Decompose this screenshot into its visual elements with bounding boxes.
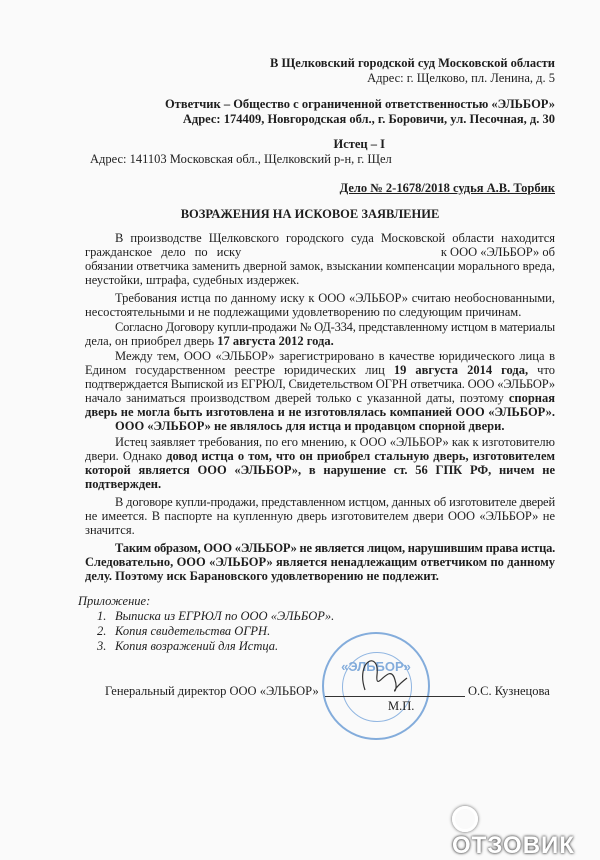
body-line <box>85 377 555 391</box>
body-text-bold: 19 августа 2014 года, <box>393 363 529 377</box>
body-text-bold: Таким образом, ООО «ЭЛЬБОР» не является лицом, нарушившим права истца. <box>115 541 555 555</box>
body-text-bold: которой является ООО «ЭЛЬБОР», в нарушение ст. 56 ГПК РФ, ничем не <box>85 463 555 477</box>
body-text: Истец заявляет требования, по его мнению, к ООО «ЭЛЬБОР» как к изготовителю <box>115 435 555 449</box>
body-line <box>85 391 555 405</box>
body-text-bold: Следовательно, ООО «ЭЛЬБОР» является ненадлежащим ответчиком по данному <box>85 555 555 569</box>
body-line <box>85 555 555 569</box>
watermark-logo-icon <box>452 806 478 832</box>
watermark <box>452 804 600 860</box>
plaintiff-address: Адрес: 141103 Московская обл., Щелковский р-н, г. Щел <box>90 152 392 166</box>
body-text: к ООО «ЭЛЬБОР» об <box>440 245 555 259</box>
signatory-position: Генеральный директор ООО «ЭЛЬБОР» <box>105 684 319 698</box>
body-text: значится. <box>85 523 135 537</box>
body-text-bold: ООО «ЭЛЬБОР» не являлось для истца и продавцом спорной двери. <box>115 419 505 433</box>
seal-mark: М.П. <box>388 699 415 713</box>
body-text: Едином государственном реестре юридических лиц <box>85 363 394 377</box>
body-line <box>85 273 299 287</box>
body-text: В договоре купли-продажи, представленном истцом, данных об изготовителе дверей <box>115 495 555 509</box>
attachment-number: 1. <box>97 609 107 623</box>
body-text: гражданское дело по иску <box>85 245 242 259</box>
body-text: обязании ответчика заменить дверной замок, взыскании компенсации морального вреда, <box>85 259 555 273</box>
attachment-item: Копия возражений для Истца. <box>115 639 279 653</box>
body-line <box>85 405 555 419</box>
signature-line <box>325 696 465 697</box>
body-text: Согласно Договору купли-продажи № ОД-334, представленному истцом в материалы <box>115 320 555 334</box>
body-line <box>85 334 334 348</box>
body-line <box>115 495 555 509</box>
signatory-name: О.С. Кузнецова <box>468 684 550 698</box>
body-text-bold: делу. Поэтому иск Барановского удовлетворению не подлежит. <box>85 569 439 583</box>
body-text-bold: спорная <box>508 391 555 405</box>
body-text: подтверждается Выпиской из ЕГРЮЛ, Свидетельством ОГРН ответчика. ООО «ЭЛЬБОР» <box>85 377 555 391</box>
body-line <box>85 509 555 523</box>
stamp-text: «ЭЛЬБОР» <box>341 659 411 674</box>
body-line <box>85 477 161 491</box>
case-number: Дело № 2-1678/2018 судья А.В. Торбик <box>339 181 555 195</box>
attachment-number: 3. <box>97 639 107 653</box>
body-line <box>115 349 555 363</box>
body-text: В производстве Щелковского городского суда Московской области находится <box>115 231 555 245</box>
body-text: несостоятельными и не подлежащими удовлетворению по следующим причинам. <box>85 305 522 319</box>
body-text-bold: дверь не могла быть изготовлена и не изготовлялась компанией ООО «ЭЛЬБОР». <box>85 405 555 419</box>
defendant-address: Адрес: 174409, Новгородская обл., г. Боровичи, ул. Песочная, д. 30 <box>182 112 555 126</box>
body-text-bold: подтвержден. <box>85 477 162 491</box>
attachments-heading: Приложение: <box>78 594 151 608</box>
body-line <box>115 291 555 305</box>
body-text: не имеется. В паспорте на купленную дверь изготовителем двери ООО «ЭЛЬБОР» не <box>85 509 555 523</box>
attachment-item: Выписка из ЕГРЮЛ по ООО «ЭЛЬБОР». <box>115 609 335 623</box>
body-line <box>85 463 555 477</box>
body-line <box>115 435 555 449</box>
body-line <box>85 305 521 319</box>
court-name: В Щелковский городской суд Московской области <box>270 56 555 70</box>
court-address: Адрес: г. Щелково, пл. Ленина, д. 5 <box>367 71 555 85</box>
attachment-number: 2. <box>97 624 107 638</box>
body-text: начало заниматься производством дверей только с указанной даты, поэтому <box>85 391 509 405</box>
body-line <box>85 363 555 377</box>
signature-scribble <box>345 650 415 700</box>
body-text: неустойки, штрафа, судебных издержек. <box>85 273 300 287</box>
body-line <box>115 419 504 433</box>
body-line <box>85 449 555 463</box>
body-line <box>115 320 555 334</box>
body-line <box>85 523 135 537</box>
body-text: двери. Однако <box>85 449 167 463</box>
body-text: что <box>528 363 555 377</box>
body-line <box>85 569 439 583</box>
body-text: дела, он приобрел дверь <box>85 334 218 348</box>
body-text: Требования истца по данному иску к ООО «ЭЛЬБОР» считаю необоснованными, <box>115 291 555 305</box>
body-line <box>115 231 555 245</box>
watermark-text: ОТЗОВИК <box>452 832 575 859</box>
body-line <box>85 259 555 273</box>
document-title: ВОЗРАЖЕНИЯ НА ИСКОВОЕ ЗАЯВЛЕНИЕ <box>180 207 440 221</box>
body-text: Между тем, ООО «ЭЛЬБОР» зарегистрировано в качестве юридического лица в <box>115 349 555 363</box>
defendant: Ответчик – Общество с ограниченной ответственностью «ЭЛЬБОР» <box>164 97 555 111</box>
plaintiff: Истец – I <box>333 137 385 151</box>
body-line <box>85 245 555 259</box>
attachment-item: Копия свидетельства ОГРН. <box>115 624 271 638</box>
body-text-bold: 17 августа 2012 года. <box>217 334 334 348</box>
body-line <box>115 541 555 555</box>
body-text-bold: довод истца о том, что он приобрел стальную дверь, изготовителем <box>166 449 556 463</box>
